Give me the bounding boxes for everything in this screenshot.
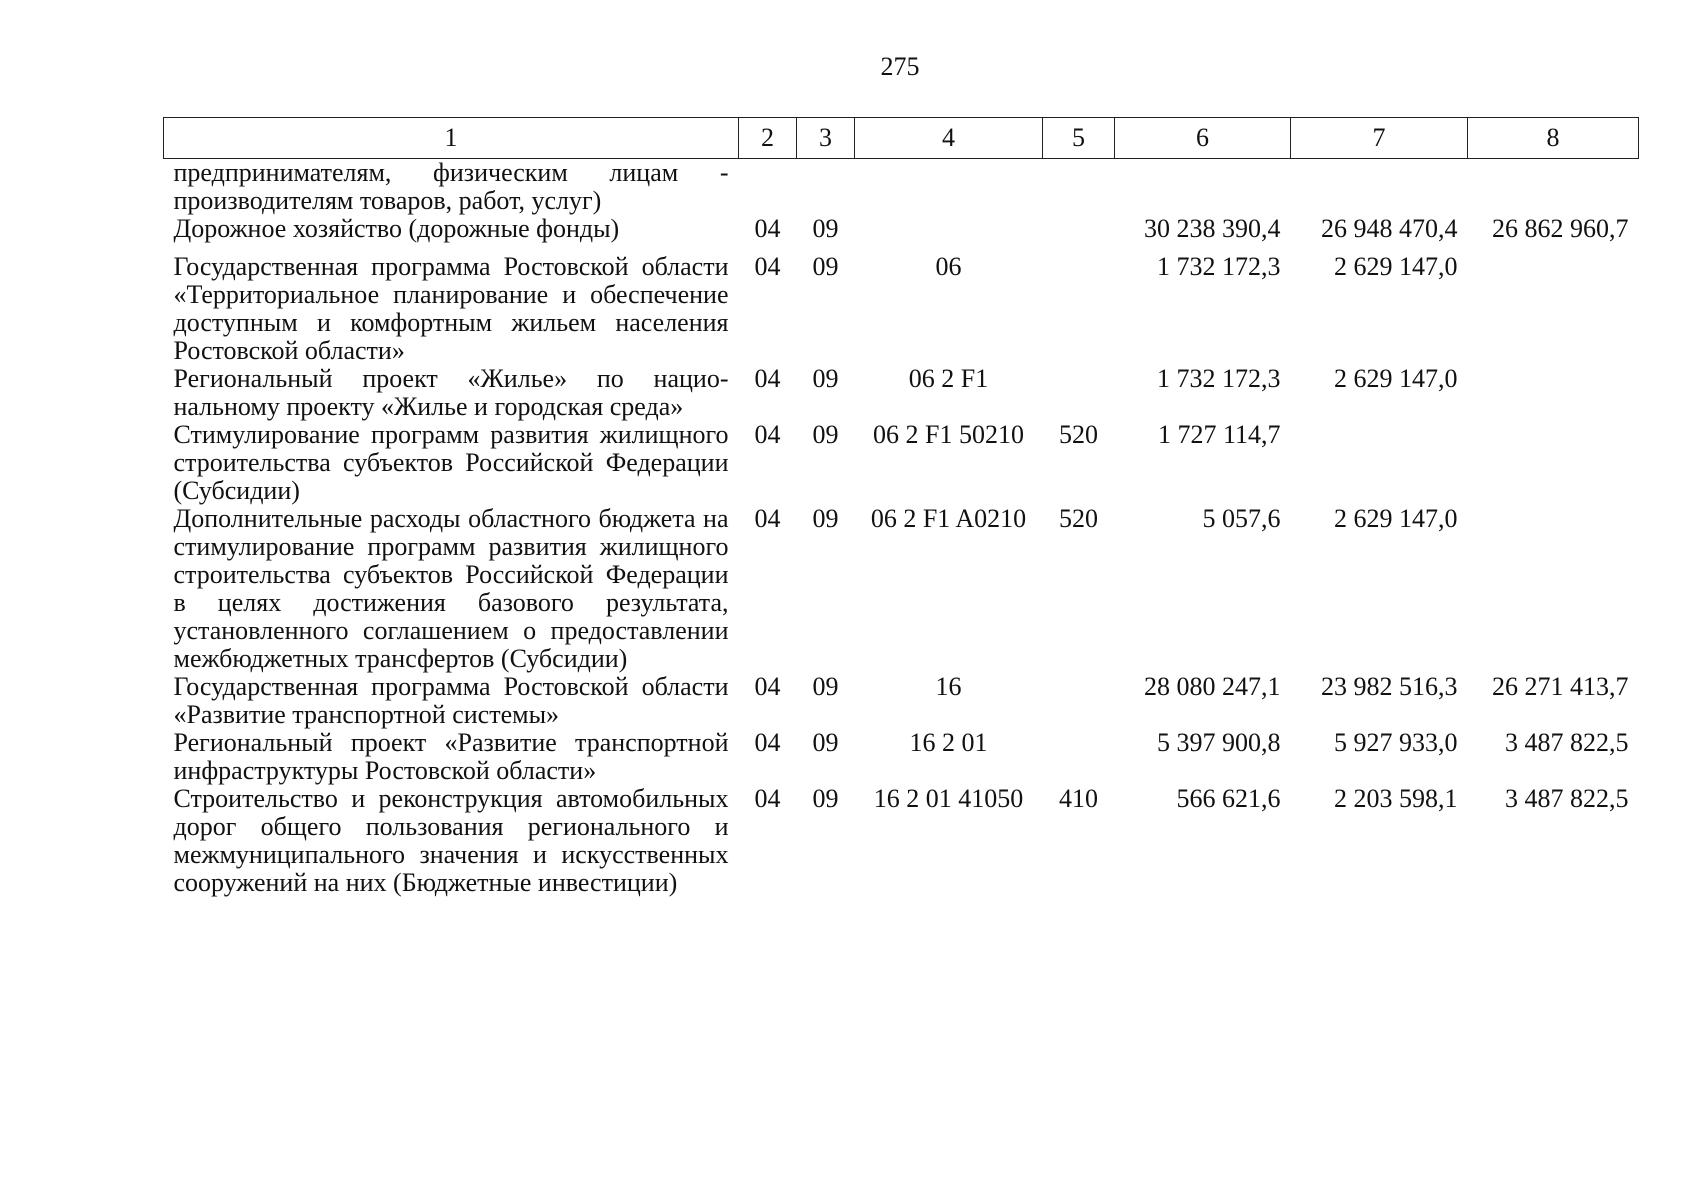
row-name: предпринимателям, физическим лицам - производителям товаров, работ, услуг) xyxy=(173,158,729,215)
row-rz: 04 xyxy=(754,214,781,243)
row-year1: 566 621,6 xyxy=(1176,784,1281,813)
row-pr: 09 xyxy=(812,420,839,449)
header-col-5: 5 xyxy=(1043,118,1115,159)
row-year2: 2 629 147,0 xyxy=(1334,504,1458,533)
row-year2: 2 629 147,0 xyxy=(1334,364,1458,393)
row-csr xyxy=(855,159,1043,216)
row-year2: 2 629 147,0 xyxy=(1334,252,1458,281)
table-header xyxy=(164,118,1639,159)
row-csr: 06 2 F1 xyxy=(908,364,989,393)
row-pr: 09 xyxy=(812,214,839,243)
row-year2: 26 948 470,4 xyxy=(1321,214,1458,243)
row-year1: 30 238 390,4 xyxy=(1144,214,1281,243)
row-csr: 16 2 01 xyxy=(909,728,988,757)
table-row xyxy=(164,215,1639,253)
row-year3 xyxy=(1468,159,1639,216)
row-year1: 5 397 900,8 xyxy=(1157,728,1281,757)
row-csr: 16 xyxy=(935,672,962,701)
row-rz xyxy=(739,159,797,216)
row-year1: 1 727 114,7 xyxy=(1157,420,1281,449)
row-year3 xyxy=(1468,421,1639,505)
row-year2 xyxy=(1291,421,1468,505)
row-rz: 04 xyxy=(754,364,781,393)
budget-table xyxy=(163,117,1639,897)
row-name: Дорожное хозяйство (дорожные фонды) xyxy=(173,214,620,243)
row-vr xyxy=(1043,253,1115,365)
row-vr: 520 xyxy=(1059,504,1098,533)
row-year1: 1 732 172,3 xyxy=(1157,364,1281,393)
row-pr xyxy=(797,159,855,216)
row-pr: 09 xyxy=(812,784,839,813)
row-pr: 09 xyxy=(812,252,839,281)
row-name: Стимулирование программ развития жилищного строительства субъектов Российской Федерации (Субсидии) xyxy=(173,420,729,505)
row-csr: 06 2 F1 50210 xyxy=(873,420,1024,449)
table-body xyxy=(164,159,1639,898)
row-rz: 04 xyxy=(754,252,781,281)
row-year1: 28 080 247,1 xyxy=(1144,672,1281,701)
row-year2: 5 927 933,0 xyxy=(1334,728,1458,757)
row-name: Региональный проект «Жилье» по национальному проекту «Жилье и городская среда» xyxy=(173,364,729,421)
row-name: Региональный проект «Развитие транспортной инфраструктуры Ростовской области» xyxy=(173,728,729,785)
header-col-4: 4 xyxy=(855,118,1043,159)
row-year3: 26 271 413,7 xyxy=(1492,672,1629,701)
row-name: Дополнительные расходы областного бюджета на стимулирование программ развития жилищного строительства субъектов Российской Федерации в целях достижения базового результата, установленного соглашением о предоставлении межбюджетных трансфертов (Субсидии) xyxy=(173,504,729,673)
header-col-1: 1 xyxy=(164,118,739,159)
row-year3 xyxy=(1468,365,1639,421)
row-vr: 410 xyxy=(1059,784,1098,813)
row-vr xyxy=(1043,365,1115,421)
row-year3: 3 487 822,5 xyxy=(1505,784,1629,813)
row-pr: 09 xyxy=(812,504,839,533)
row-year3 xyxy=(1468,505,1639,673)
row-vr xyxy=(1043,159,1115,216)
row-year3 xyxy=(1468,253,1639,365)
page-number: 275 xyxy=(880,52,920,81)
table-row xyxy=(164,159,1639,216)
table-row xyxy=(164,421,1639,505)
row-csr: 16 2 01 41050 xyxy=(873,784,1024,813)
header-col-6: 6 xyxy=(1115,118,1291,159)
row-pr: 09 xyxy=(812,672,839,701)
row-name: Государственная программа Ростовской области «Территориальное планирование и обеспечение доступным и комфортным жильем населения Ростовской области» xyxy=(173,252,729,365)
row-pr: 09 xyxy=(812,364,839,393)
row-pr: 09 xyxy=(812,728,839,757)
row-rz: 04 xyxy=(754,420,781,449)
row-year1 xyxy=(1115,159,1291,216)
table-row xyxy=(164,505,1639,673)
row-name: Строительство и реконструкция автомобильных дорог общего пользования регионального и межмуниципального значения и искусственных сооружений на них (Бюджетные инвестиции) xyxy=(173,784,729,897)
row-vr: 520 xyxy=(1059,420,1098,449)
row-year1: 5 057,6 xyxy=(1202,504,1281,533)
row-vr xyxy=(1043,215,1115,253)
row-rz: 04 xyxy=(754,672,781,701)
row-year2: 23 982 516,3 xyxy=(1321,672,1458,701)
header-col-3: 3 xyxy=(797,118,855,159)
header-col-7: 7 xyxy=(1291,118,1468,159)
row-year3: 3 487 822,5 xyxy=(1505,728,1629,757)
row-vr xyxy=(1043,729,1115,785)
table-row xyxy=(164,253,1639,365)
table-row xyxy=(164,365,1639,421)
row-year2: 2 203 598,1 xyxy=(1334,784,1458,813)
table-row xyxy=(164,673,1639,729)
header-col-2: 2 xyxy=(739,118,797,159)
header-row xyxy=(164,118,1639,159)
row-year2 xyxy=(1291,159,1468,216)
row-year1: 1 732 172,3 xyxy=(1157,252,1281,281)
row-rz: 04 xyxy=(754,504,781,533)
header-col-8: 8 xyxy=(1468,118,1639,159)
row-rz: 04 xyxy=(754,784,781,813)
table-row xyxy=(164,729,1639,785)
row-vr xyxy=(1043,673,1115,729)
row-csr xyxy=(855,215,1043,253)
row-csr: 06 xyxy=(935,252,962,281)
row-csr: 06 2 F1 A0210 xyxy=(870,504,1027,533)
row-year3: 26 862 960,7 xyxy=(1492,214,1629,243)
row-rz: 04 xyxy=(754,728,781,757)
table-row xyxy=(164,785,1639,897)
row-name: Государственная программа Ростовской области «Развитие транспортной системы» xyxy=(173,672,729,729)
